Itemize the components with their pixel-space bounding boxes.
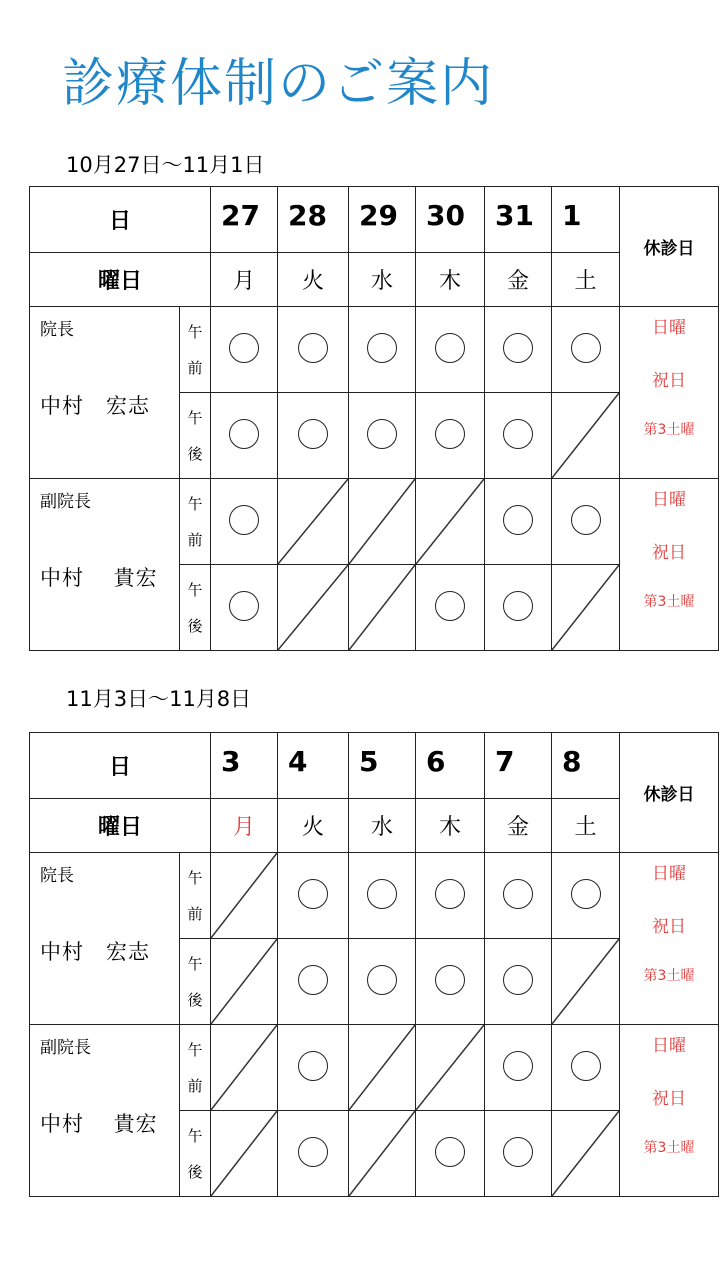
open-slot xyxy=(485,393,552,479)
weekday-cell: 木 xyxy=(416,253,485,307)
open-circle-icon xyxy=(229,505,259,535)
open-slot xyxy=(349,393,416,479)
open-slot xyxy=(278,1025,349,1111)
open-circle-icon xyxy=(435,879,465,909)
doctor-role: 副院長 xyxy=(40,1038,91,1058)
closed-day-label: 日曜 xyxy=(652,318,687,338)
closed-slot xyxy=(416,1025,485,1111)
closed-slot xyxy=(211,939,278,1025)
weekday-header: 曜日 xyxy=(30,799,211,853)
closed-slot xyxy=(552,1111,620,1197)
doctor-am-row xyxy=(30,479,719,565)
open-circle-icon xyxy=(298,419,328,449)
closed-day-label: 日曜 xyxy=(652,864,687,884)
date-cell: 6 xyxy=(416,733,485,799)
date-cell: 31 xyxy=(485,187,552,253)
open-slot xyxy=(485,1111,552,1197)
open-circle-icon xyxy=(571,879,601,909)
open-circle-icon xyxy=(435,591,465,621)
weekday-cell: 月 xyxy=(211,799,278,853)
schedule-table xyxy=(29,732,719,1197)
doctor-am-row xyxy=(30,1025,719,1111)
open-slot xyxy=(278,1111,349,1197)
closed-slot xyxy=(552,393,620,479)
open-slot xyxy=(211,307,278,393)
closed-slot xyxy=(211,1111,278,1197)
closed-day-label: 日曜 xyxy=(652,490,687,510)
doctor-role: 院長 xyxy=(40,320,74,340)
open-slot xyxy=(552,479,620,565)
open-circle-icon xyxy=(435,419,465,449)
date-cell: 29 xyxy=(349,187,416,253)
closed-day-label: 第3土曜 xyxy=(643,968,695,984)
open-circle-icon xyxy=(298,879,328,909)
open-slot xyxy=(349,307,416,393)
doctor-name: 中村 宏志 xyxy=(40,940,150,964)
am-label: 午 前 xyxy=(180,307,211,393)
closed-days-cell xyxy=(620,307,719,479)
open-slot xyxy=(211,393,278,479)
open-slot xyxy=(278,393,349,479)
pm-label: 午 後 xyxy=(180,393,211,479)
closed-day-label: 祝日 xyxy=(652,543,687,563)
doctor-role: 副院長 xyxy=(40,492,91,512)
closed-slot xyxy=(349,479,416,565)
closed-slot xyxy=(349,1111,416,1197)
closed-day-label: 第3土曜 xyxy=(643,422,695,438)
closed-slot xyxy=(349,565,416,651)
open-slot xyxy=(485,939,552,1025)
open-circle-icon xyxy=(229,333,259,363)
closed-slot xyxy=(278,565,349,651)
open-circle-icon xyxy=(298,333,328,363)
closed-day-label: 祝日 xyxy=(652,371,687,391)
closed-slot xyxy=(552,565,620,651)
date-cell: 27 xyxy=(211,187,278,253)
open-circle-icon xyxy=(367,419,397,449)
closed-days-cell xyxy=(620,479,719,651)
closed-slot xyxy=(211,853,278,939)
open-circle-icon xyxy=(367,879,397,909)
open-slot xyxy=(278,307,349,393)
open-circle-icon xyxy=(503,1051,533,1081)
day-header: 日 xyxy=(30,187,211,253)
open-circle-icon xyxy=(503,965,533,995)
date-cell: 7 xyxy=(485,733,552,799)
open-slot xyxy=(211,479,278,565)
page-title: 診療体制のご案内 xyxy=(62,54,495,114)
weekday-row xyxy=(30,253,719,307)
closed-day-label: 日曜 xyxy=(652,1036,687,1056)
open-circle-icon xyxy=(435,1137,465,1167)
closed-days-cell xyxy=(620,1025,719,1197)
date-cell: 4 xyxy=(278,733,349,799)
open-slot xyxy=(485,1025,552,1111)
open-slot xyxy=(349,939,416,1025)
closed-day-label: 第3土曜 xyxy=(643,1140,695,1156)
doctor-cell xyxy=(30,853,180,1025)
open-circle-icon xyxy=(571,1051,601,1081)
am-label: 午 前 xyxy=(180,1025,211,1111)
open-circle-icon xyxy=(503,505,533,535)
pm-label: 午 後 xyxy=(180,939,211,1025)
day-header: 日 xyxy=(30,733,211,799)
weekday-cell: 金 xyxy=(485,253,552,307)
am-label: 午 前 xyxy=(180,479,211,565)
date-cell: 30 xyxy=(416,187,485,253)
open-slot xyxy=(416,939,485,1025)
open-slot xyxy=(485,565,552,651)
open-slot xyxy=(278,853,349,939)
weekday-cell: 土 xyxy=(552,799,620,853)
open-circle-icon xyxy=(503,419,533,449)
weekday-cell: 月 xyxy=(211,253,278,307)
open-circle-icon xyxy=(503,591,533,621)
open-circle-icon xyxy=(435,333,465,363)
closed-slot xyxy=(349,1025,416,1111)
weekday-cell: 土 xyxy=(552,253,620,307)
week-period-label: 11月3日～11月8日 xyxy=(66,687,252,711)
open-slot xyxy=(349,853,416,939)
am-label: 午 前 xyxy=(180,853,211,939)
date-cell: 1 xyxy=(552,187,620,253)
weekday-cell: 水 xyxy=(349,799,416,853)
weekday-cell: 金 xyxy=(485,799,552,853)
weekday-cell: 木 xyxy=(416,799,485,853)
pm-label: 午 後 xyxy=(180,1111,211,1197)
open-circle-icon xyxy=(503,1137,533,1167)
open-slot xyxy=(416,1111,485,1197)
open-slot xyxy=(416,853,485,939)
open-circle-icon xyxy=(367,333,397,363)
open-circle-icon xyxy=(298,1051,328,1081)
schedule-table xyxy=(29,186,719,651)
doctor-cell xyxy=(30,307,180,479)
doctor-name: 中村 宏志 xyxy=(40,394,150,418)
doctor-am-row xyxy=(30,307,719,393)
open-slot xyxy=(552,1025,620,1111)
doctor-am-row xyxy=(30,853,719,939)
open-circle-icon xyxy=(229,419,259,449)
weekday-cell: 火 xyxy=(278,799,349,853)
closed-slot xyxy=(552,939,620,1025)
date-cell: 5 xyxy=(349,733,416,799)
week-period-label: 10月27日～11月1日 xyxy=(66,153,265,177)
closed-slot xyxy=(211,1025,278,1111)
open-slot xyxy=(485,307,552,393)
open-circle-icon xyxy=(571,505,601,535)
closed-day-label: 祝日 xyxy=(652,1089,687,1109)
open-circle-icon xyxy=(229,591,259,621)
open-slot xyxy=(416,565,485,651)
weekday-cell: 水 xyxy=(349,253,416,307)
open-slot xyxy=(416,393,485,479)
open-slot xyxy=(278,939,349,1025)
open-slot xyxy=(416,307,485,393)
open-circle-icon xyxy=(367,965,397,995)
closed-day-label: 第3土曜 xyxy=(643,594,695,610)
open-circle-icon xyxy=(503,333,533,363)
open-slot xyxy=(211,565,278,651)
closed-slot xyxy=(278,479,349,565)
doctor-name: 中村 貴宏 xyxy=(40,566,158,590)
open-slot xyxy=(552,307,620,393)
closed-days-header: 休診日 xyxy=(620,733,719,853)
date-row xyxy=(30,187,719,253)
doctor-role: 院長 xyxy=(40,866,74,886)
open-slot xyxy=(485,853,552,939)
closed-day-label: 祝日 xyxy=(652,917,687,937)
doctor-cell xyxy=(30,479,180,651)
weekday-cell: 火 xyxy=(278,253,349,307)
date-cell: 8 xyxy=(552,733,620,799)
pm-label: 午 後 xyxy=(180,565,211,651)
date-cell: 28 xyxy=(278,187,349,253)
open-circle-icon xyxy=(571,333,601,363)
doctor-cell xyxy=(30,1025,180,1197)
weekday-header: 曜日 xyxy=(30,253,211,307)
date-cell: 3 xyxy=(211,733,278,799)
open-circle-icon xyxy=(435,965,465,995)
open-circle-icon xyxy=(503,879,533,909)
closed-days-header: 休診日 xyxy=(620,187,719,307)
open-circle-icon xyxy=(298,1137,328,1167)
open-slot xyxy=(485,479,552,565)
date-row xyxy=(30,733,719,799)
closed-days-cell xyxy=(620,853,719,1025)
open-circle-icon xyxy=(298,965,328,995)
weekday-row xyxy=(30,799,719,853)
closed-slot xyxy=(416,479,485,565)
doctor-name: 中村 貴宏 xyxy=(40,1112,158,1136)
open-slot xyxy=(552,853,620,939)
